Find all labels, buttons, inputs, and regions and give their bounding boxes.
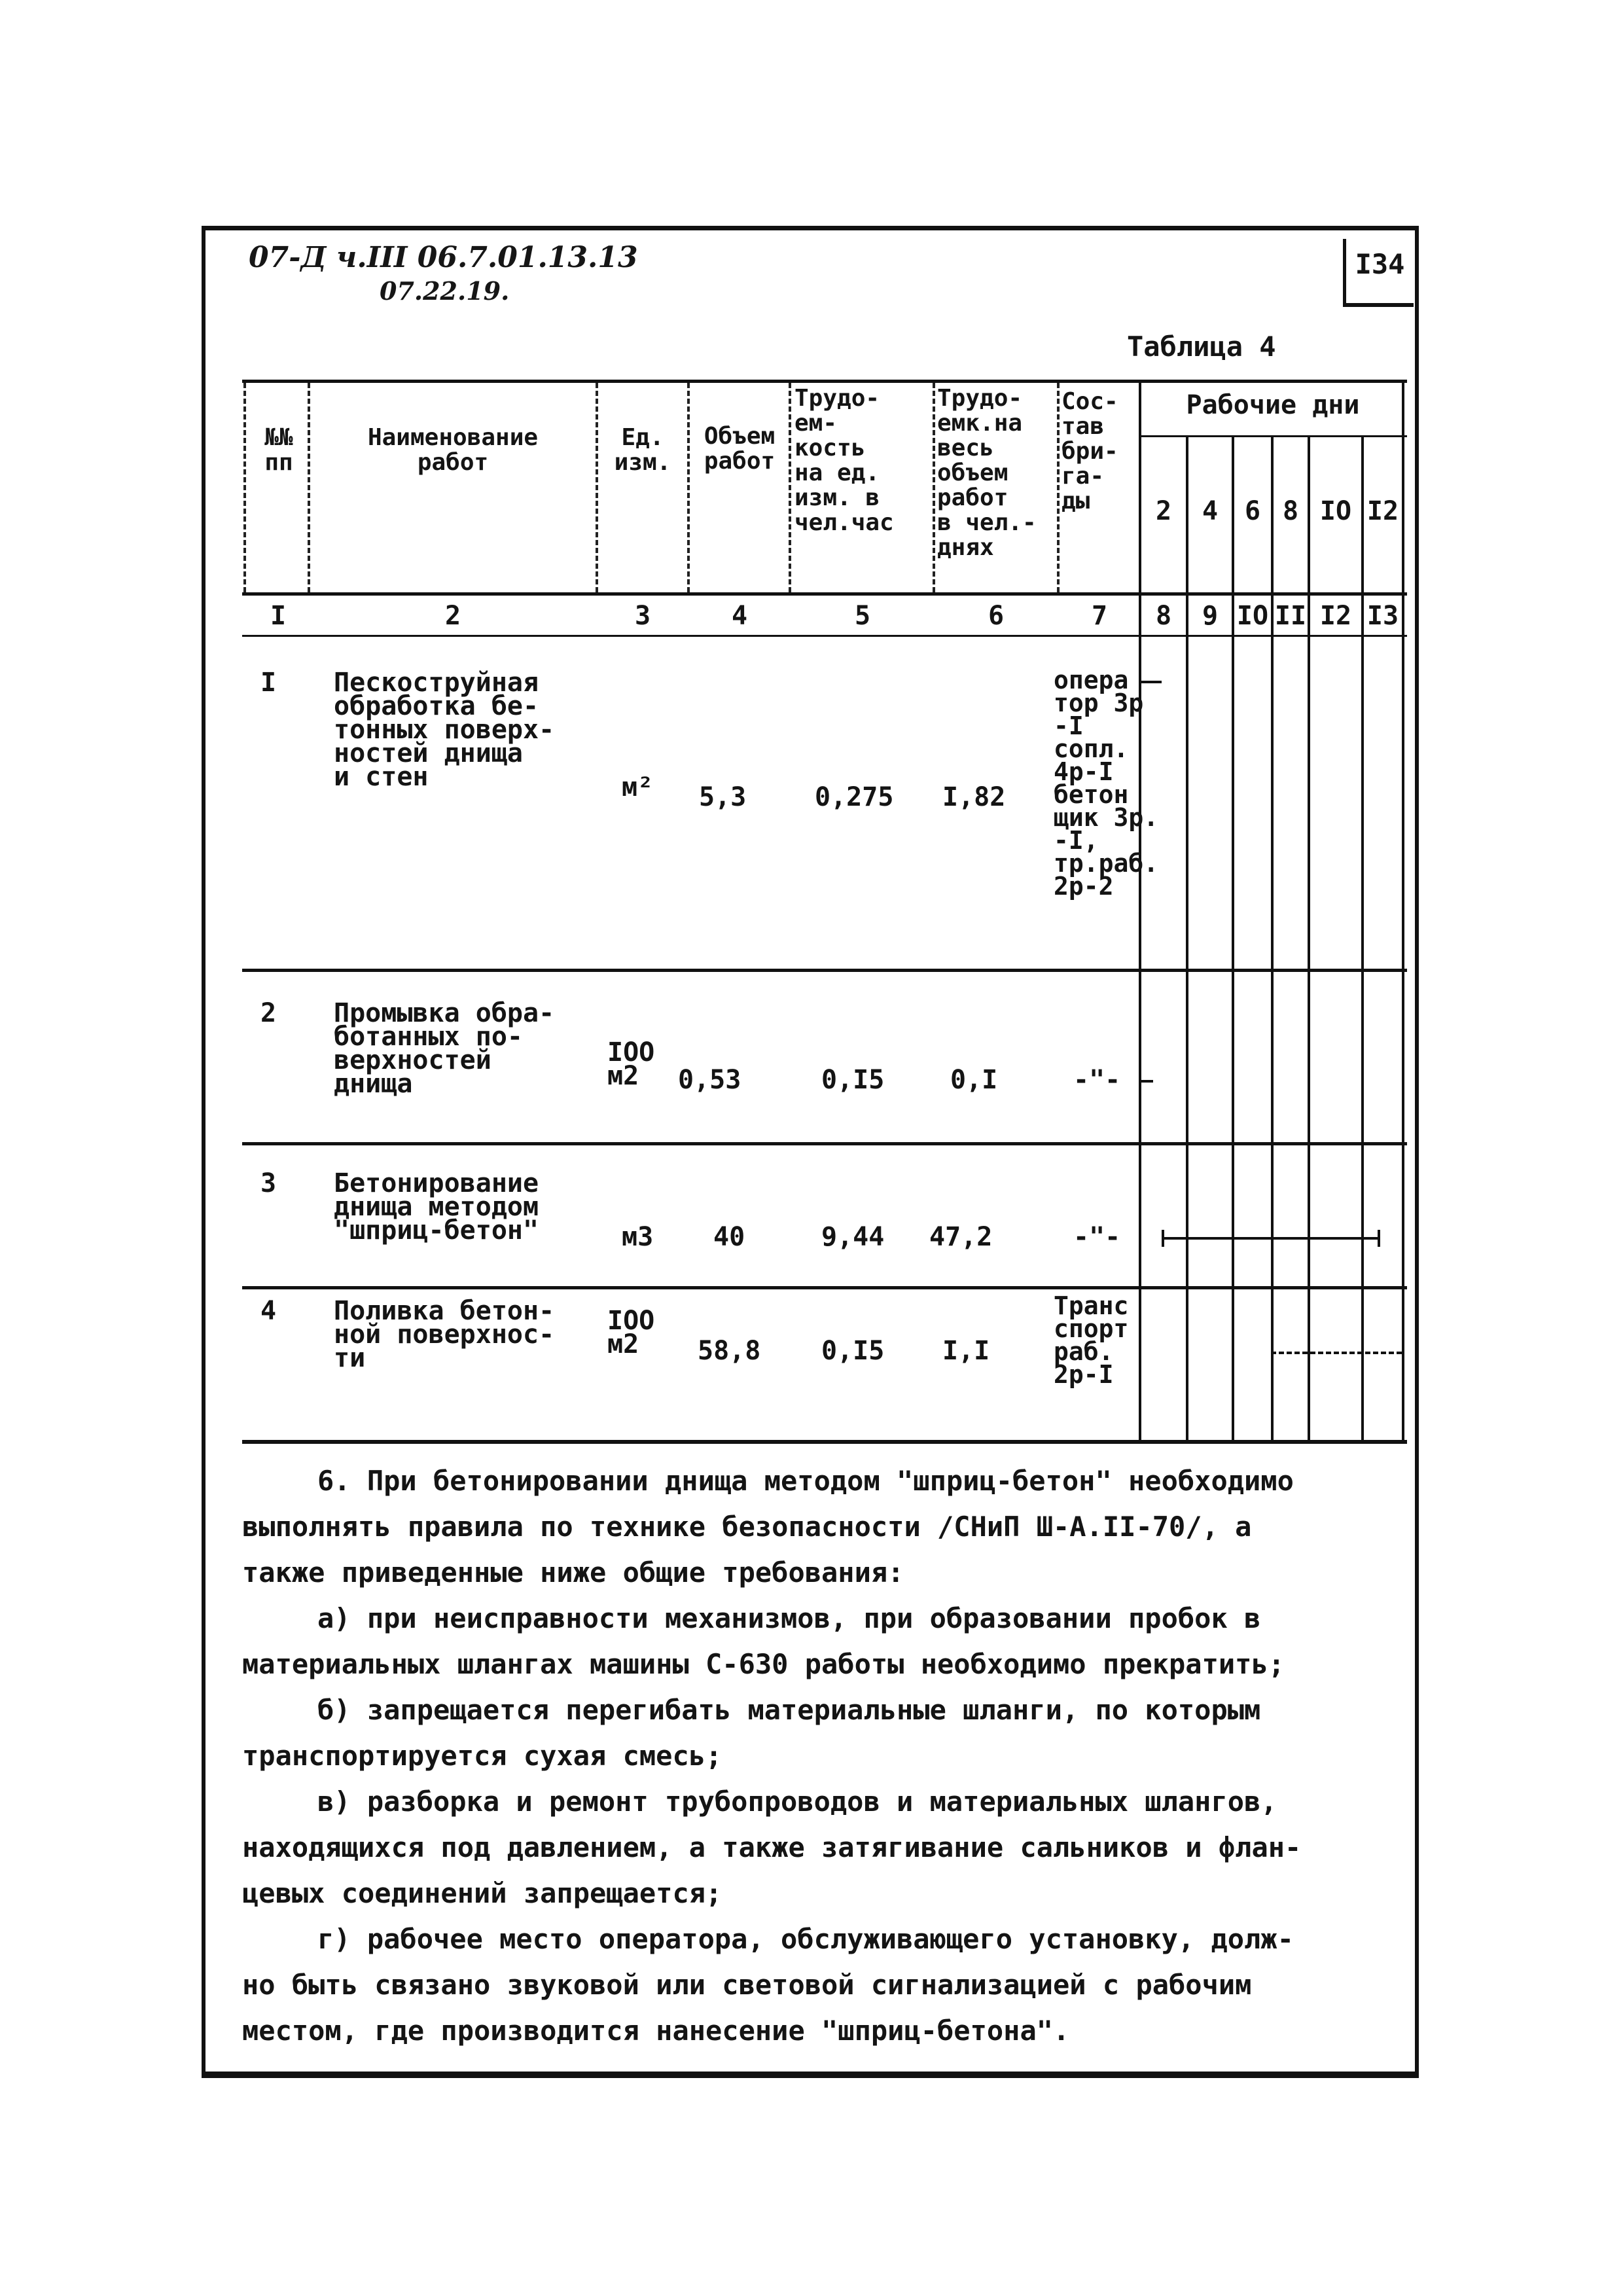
page-number: I34 bbox=[1343, 239, 1414, 307]
header-labor-per-unit: Трудо- ем- кость на ед. изм. в чел.час bbox=[794, 385, 894, 536]
row-labor-total: I,82 bbox=[942, 782, 1006, 812]
row-crew: -"- bbox=[1073, 1222, 1121, 1252]
row-volume: 5,3 bbox=[699, 782, 747, 812]
day-label-10: IO bbox=[1319, 496, 1352, 526]
row-volume: 58,8 bbox=[698, 1336, 761, 1366]
row-labor-unit: 0,I5 bbox=[821, 1065, 885, 1095]
row-crew: опера тор 3р -I сопл. 4р-I бетон щик 3р. -I, тр.раб. 2р-2 bbox=[1054, 666, 1159, 901]
row-no: 2 bbox=[260, 998, 277, 1028]
text-line: б) запрещается перегибать материальные шланги, по которым bbox=[317, 1694, 1261, 1726]
handwritten-code-line2: 07.22.19. bbox=[380, 276, 510, 306]
day-sep-1 bbox=[1186, 435, 1188, 1440]
schedule-bar-tick bbox=[1162, 1230, 1164, 1247]
text-line: находящихся под давлением, а также затягивание сальников и флан- bbox=[242, 1831, 1302, 1863]
header-crew: Сос- тав бри- га- ды bbox=[1061, 388, 1118, 514]
table-caption: Таблица 4 bbox=[1127, 331, 1276, 363]
row-labor-total: 47,2 bbox=[929, 1222, 993, 1252]
text-line: цевых соединений запрещается; bbox=[242, 1877, 722, 1909]
row-name: Бетонирование днища методом "шприц-бетон" bbox=[334, 1168, 539, 1246]
schedule-bar bbox=[1140, 681, 1162, 683]
row-name: Промывка обра- ботанных по- верхностей днища bbox=[334, 998, 555, 1099]
colnum-8: 8 bbox=[1155, 601, 1172, 631]
row-labor-unit: 0,275 bbox=[815, 782, 894, 812]
header-name: Наименование работ bbox=[367, 424, 539, 476]
colnum-2: 2 bbox=[444, 601, 461, 631]
colnum-13: I3 bbox=[1366, 601, 1399, 631]
row-unit: м² bbox=[622, 772, 654, 802]
text-line: местом, где производится нанесение "шприц-бетона". bbox=[242, 2015, 1070, 2047]
row-volume: 0,53 bbox=[678, 1065, 741, 1095]
day-label-4: 4 bbox=[1202, 496, 1219, 526]
handwritten-code-line1: 07-Д ч.III 06.7.01.13.13 bbox=[249, 241, 638, 274]
colnum-5: 5 bbox=[854, 601, 871, 631]
header-workdays: Рабочие дни bbox=[1186, 390, 1360, 420]
colnum-10: IO bbox=[1236, 601, 1269, 631]
text-line: но быть связано звуковой или световой сигнализацией с рабочим bbox=[242, 1969, 1252, 2001]
text-line: а) при неисправности механизмов, при образовании пробок в bbox=[317, 1602, 1261, 1634]
day-label-8: 8 bbox=[1282, 496, 1299, 526]
col-sep-6 bbox=[1057, 383, 1060, 592]
header-no: №№ пп bbox=[264, 424, 293, 476]
row-no: 4 bbox=[260, 1296, 277, 1326]
safety-text bbox=[242, 1458, 1407, 2054]
text-line: материальных шлангах машины С-630 работы необходимо прекратить; bbox=[242, 1648, 1285, 1680]
row-unit: м3 bbox=[622, 1222, 654, 1252]
day-sep-3 bbox=[1271, 435, 1274, 1440]
header-volume: Объем работ bbox=[704, 423, 776, 475]
row-labor-unit: 9,44 bbox=[821, 1222, 885, 1252]
schedule-bar bbox=[1140, 1080, 1153, 1083]
schedule-bar bbox=[1162, 1237, 1380, 1240]
day-sep-2 bbox=[1232, 435, 1234, 1440]
day-sep-6 bbox=[1402, 383, 1404, 1440]
row-labor-total: 0,I bbox=[950, 1065, 998, 1095]
text-line: транспортируется сухая смесь; bbox=[242, 1740, 722, 1772]
row-volume: 40 bbox=[713, 1222, 745, 1252]
text-line: 6. При бетонировании днища методом "шприц-бетон" необходимо bbox=[317, 1465, 1294, 1497]
col-sep-0 bbox=[243, 383, 246, 592]
row-crew: Транс спорт раб. 2р-I bbox=[1054, 1291, 1129, 1389]
text-line: также приведенные ниже общие требования: bbox=[242, 1556, 904, 1588]
row-unit: IOO м2 bbox=[607, 1037, 655, 1091]
colnum-7: 7 bbox=[1091, 601, 1108, 631]
text-line: выполнять правила по технике безопасности /СНиП Ш-А.II-70/, а bbox=[242, 1511, 1252, 1543]
col-sep-5 bbox=[933, 383, 935, 592]
text-line: г) рабочее место оператора, обслуживающего установку, долж- bbox=[317, 1923, 1294, 1955]
row-no: I bbox=[260, 668, 277, 698]
header-unit: Ед. изм. bbox=[614, 424, 671, 476]
day-label-12: I2 bbox=[1366, 496, 1399, 526]
colnum-3: 3 bbox=[634, 601, 651, 631]
table-bottom-rule bbox=[242, 1440, 1407, 1444]
colnum-12: I2 bbox=[1319, 601, 1352, 631]
day-label-2: 2 bbox=[1155, 496, 1172, 526]
col-sep-2 bbox=[596, 383, 598, 592]
colnum-1: I bbox=[270, 601, 287, 631]
row-name: Поливка бетон- ной поверхнос- ти bbox=[334, 1296, 555, 1373]
schedule-bar bbox=[1271, 1352, 1402, 1354]
day-sep-5 bbox=[1361, 435, 1364, 1440]
colnum-11: II bbox=[1274, 601, 1307, 631]
row-labor-unit: 0,I5 bbox=[821, 1336, 885, 1366]
col-sep-1 bbox=[308, 383, 310, 592]
row-name: Пескоструйная обработка бе- тонных поверх- ностей днища и стен bbox=[334, 668, 555, 792]
row-no: 3 bbox=[260, 1168, 277, 1198]
schedule-bar-tick bbox=[1378, 1230, 1380, 1247]
colnum-9: 9 bbox=[1202, 601, 1219, 631]
col-sep-3 bbox=[687, 383, 690, 592]
text-line: в) разборка и ремонт трубопроводов и материальных шлангов, bbox=[317, 1785, 1277, 1818]
day-sep-4 bbox=[1308, 435, 1310, 1440]
row-unit: IOO м2 bbox=[607, 1306, 655, 1359]
row-crew: -"- bbox=[1073, 1065, 1121, 1095]
col-sep-4 bbox=[789, 383, 791, 592]
table-top-rule bbox=[242, 380, 1407, 383]
row-labor-total: I,I bbox=[942, 1336, 990, 1366]
col-sep-7 bbox=[1139, 383, 1141, 1440]
header-labor-total: Трудо- емк.на весь объем работ в чел.- днях bbox=[937, 385, 1037, 561]
colnum-6: 6 bbox=[988, 601, 1005, 631]
colnum-4: 4 bbox=[731, 601, 748, 631]
day-label-6: 6 bbox=[1244, 496, 1261, 526]
